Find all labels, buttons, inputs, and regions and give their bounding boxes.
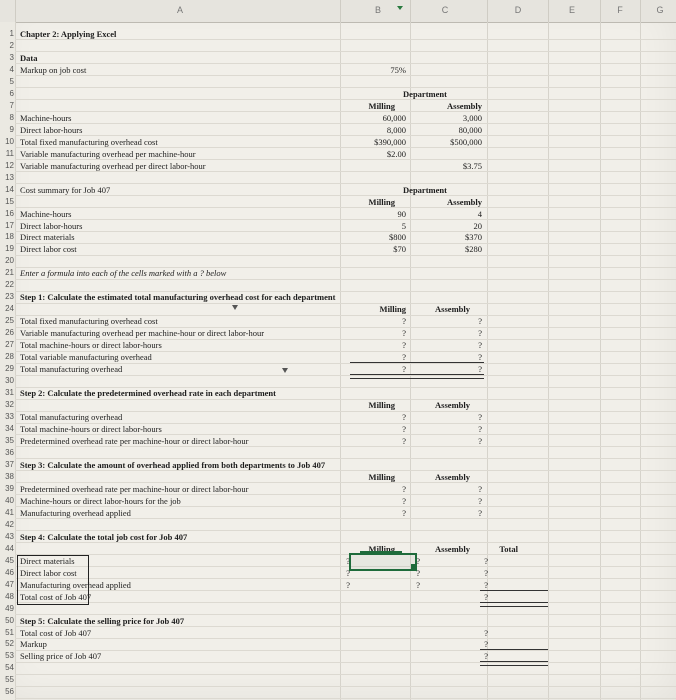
row-number[interactable]: 52: [5, 639, 14, 649]
row-number[interactable]: 35: [5, 435, 14, 445]
formula-placeholder[interactable]: ?: [478, 364, 482, 375]
formula-placeholder[interactable]: ?: [484, 579, 488, 590]
grid-row-line: [15, 75, 676, 76]
step1-row-label[interactable]: Total manufacturing overhead: [20, 364, 123, 375]
row-number[interactable]: 46: [5, 567, 14, 577]
job-row-label[interactable]: Direct materials: [20, 232, 75, 243]
data-milling-value[interactable]: $2.00: [386, 148, 406, 159]
selected-range-labels[interactable]: [17, 555, 92, 605]
column-header-c[interactable]: C: [441, 5, 449, 15]
data-assembly-value[interactable]: $3.75: [462, 160, 482, 171]
row-number[interactable]: 19: [5, 244, 14, 254]
milling-header[interactable]: Milling: [368, 196, 395, 207]
active-cell-selection[interactable]: [349, 553, 417, 571]
column-header-d[interactable]: D: [514, 5, 522, 15]
step5-row-label[interactable]: Total cost of Job 407: [20, 627, 92, 638]
row-number[interactable]: 11: [5, 148, 14, 158]
job-row-label[interactable]: Machine-hours: [20, 208, 72, 219]
formula-placeholder[interactable]: ?: [402, 316, 406, 327]
pointer-marker-icon: [282, 368, 288, 373]
column-header-separator: [340, 0, 341, 22]
row-number[interactable]: 24: [5, 304, 14, 314]
column-header-separator: [15, 0, 16, 22]
row-number[interactable]: 37: [5, 459, 14, 469]
row-number[interactable]: 31: [5, 388, 14, 398]
step1-row-label[interactable]: Total variable manufacturing overhead: [20, 352, 152, 363]
data-milling-value[interactable]: 60,000: [382, 112, 406, 123]
markup-label[interactable]: Markup on job cost: [20, 64, 87, 75]
formula-placeholder[interactable]: ?: [346, 579, 350, 590]
step5-row-label[interactable]: Markup: [20, 639, 47, 650]
row-number[interactable]: 25: [5, 316, 14, 326]
formula-placeholder[interactable]: ?: [478, 495, 482, 506]
grid-row-line: [15, 674, 676, 675]
assembly-header[interactable]: Assembly: [435, 471, 470, 482]
row-number[interactable]: 55: [5, 675, 14, 685]
step3-row-label[interactable]: Manufacturing overhead applied: [20, 507, 131, 518]
markup-value[interactable]: 75%: [390, 64, 406, 75]
fill-handle[interactable]: [411, 564, 416, 569]
row-number[interactable]: 27: [5, 340, 14, 350]
row-number[interactable]: 56: [5, 687, 14, 697]
grid-row-line: [15, 650, 676, 651]
assembly-header[interactable]: Assembly: [435, 543, 470, 554]
grid-row-line: [15, 662, 676, 663]
row-number[interactable]: 20: [5, 256, 14, 266]
column-header-separator: [487, 0, 488, 22]
row-number[interactable]: 5: [9, 76, 14, 86]
job-assembly-value[interactable]: 20: [473, 220, 482, 231]
data-row-label[interactable]: Machine-hours: [20, 112, 72, 123]
job-milling-value[interactable]: 90: [397, 208, 406, 219]
cell-border: [480, 661, 548, 666]
formula-placeholder[interactable]: ?: [402, 507, 406, 518]
assembly-header[interactable]: Assembly: [435, 304, 470, 315]
column-header-a[interactable]: A: [176, 5, 184, 15]
milling-header[interactable]: Milling: [368, 100, 395, 111]
row-number[interactable]: 2: [9, 40, 14, 50]
formula-placeholder[interactable]: ?: [478, 424, 482, 434]
column-header-separator: [410, 0, 411, 22]
row-number[interactable]: 51: [5, 627, 14, 637]
job-row-label[interactable]: Direct labor-hours: [20, 220, 83, 231]
grid-row-line: [15, 39, 676, 40]
row-number[interactable]: 17: [5, 220, 14, 230]
step3-title[interactable]: Step 3: Calculate the amount of overhead applied from both departments to Job 407: [20, 459, 326, 470]
milling-header[interactable]: Milling: [368, 543, 395, 554]
row-number[interactable]: 15: [5, 196, 14, 206]
mouse-cursor-icon: [232, 305, 238, 310]
formula-placeholder[interactable]: ?: [484, 591, 488, 602]
formula-placeholder[interactable]: ?: [402, 328, 406, 339]
formula-placeholder[interactable]: ?: [478, 435, 482, 446]
step1-row-label[interactable]: Variable manufacturing overhead per machine-hour or direct labor-hour: [20, 328, 265, 339]
row-number[interactable]: 45: [5, 555, 14, 565]
row-number[interactable]: 22: [5, 280, 14, 290]
formula-placeholder[interactable]: ?: [416, 567, 420, 578]
row-number[interactable]: 9: [9, 124, 14, 134]
formula-placeholder[interactable]: ?: [484, 639, 488, 650]
grid-row-line: [15, 626, 676, 627]
row-number[interactable]: 48: [5, 591, 14, 601]
job-milling-value[interactable]: $70: [393, 244, 406, 255]
sheet-title[interactable]: Chapter 2: Applying Excel: [20, 29, 117, 39]
row-number[interactable]: 7: [9, 100, 14, 110]
formula-placeholder[interactable]: ?: [484, 567, 488, 578]
step4-title[interactable]: Step 4: Calculate the total job cost for Job 407: [20, 531, 188, 542]
row-number[interactable]: 4: [9, 64, 14, 74]
row-number[interactable]: 41: [5, 507, 14, 517]
column-header-b[interactable]: B: [374, 5, 382, 15]
row-number[interactable]: 36: [5, 447, 14, 457]
row-number[interactable]: 16: [5, 208, 14, 218]
data-row-label[interactable]: Variable manufacturing overhead per direct labor-hour: [20, 160, 206, 171]
column-header-f[interactable]: F: [617, 5, 623, 15]
total-header[interactable]: Total: [499, 543, 518, 554]
row-number[interactable]: 28: [5, 352, 14, 362]
formula-placeholder[interactable]: ?: [402, 364, 406, 375]
grid-row-line: [15, 279, 676, 280]
row-number[interactable]: 21: [5, 268, 14, 278]
formula-placeholder[interactable]: ?: [402, 483, 406, 494]
row-number[interactable]: 44: [5, 543, 14, 553]
column-header-separator: [548, 0, 549, 22]
row-number[interactable]: 1: [9, 29, 14, 38]
cell-border: [480, 649, 548, 650]
data-row-label[interactable]: Variable manufacturing overhead per machine-hour: [20, 148, 196, 159]
grid-row-line: [15, 255, 676, 256]
row-number[interactable]: 29: [5, 364, 14, 374]
milling-header[interactable]: Milling: [379, 304, 406, 315]
milling-header[interactable]: Milling: [368, 471, 395, 482]
step5-row-label[interactable]: Selling price of Job 407: [20, 651, 102, 662]
step4-row-label[interactable]: Direct labor cost: [20, 567, 77, 578]
step4-row-label[interactable]: Total cost of Job 407: [20, 591, 92, 602]
formula-placeholder[interactable]: ?: [402, 424, 406, 434]
row-number[interactable]: 14: [5, 184, 14, 194]
grid-row-line: [15, 87, 676, 88]
formula-placeholder[interactable]: ?: [416, 579, 420, 590]
data-row-label[interactable]: Direct labor-hours: [20, 124, 83, 135]
row-number[interactable]: 10: [5, 136, 14, 146]
step1-row-label[interactable]: Total machine-hours or direct labor-hours: [20, 340, 162, 351]
grid-row-line: [15, 171, 676, 172]
department-header[interactable]: Department: [403, 184, 447, 195]
assembly-header[interactable]: Assembly: [435, 400, 470, 411]
data-assembly-value[interactable]: 3,000: [462, 112, 482, 123]
step3-row-label[interactable]: Predetermined overhead rate per machine-hour or direct labor-hour: [20, 483, 249, 494]
step2-title[interactable]: Step 2: Calculate the predetermined overhead rate in each department: [20, 388, 276, 399]
formula-placeholder[interactable]: ?: [402, 495, 406, 506]
column-header-e[interactable]: E: [568, 5, 576, 15]
column-header-separator: [640, 0, 641, 22]
formula-placeholder[interactable]: ?: [402, 412, 406, 423]
data-row-label[interactable]: Total fixed manufacturing overhead cost: [20, 136, 158, 147]
cell-border: [350, 374, 484, 379]
formula-placeholder[interactable]: ?: [484, 651, 488, 662]
grid-row-line: [15, 446, 676, 447]
row-number[interactable]: 32: [5, 400, 14, 410]
formula-placeholder[interactable]: ?: [484, 627, 488, 638]
row-number[interactable]: 54: [5, 663, 14, 673]
formula-placeholder[interactable]: ?: [402, 340, 406, 351]
selection-top-border: [360, 551, 402, 553]
grid-row-line: [15, 590, 676, 591]
grid-row-line: [15, 183, 676, 184]
job-assembly-value[interactable]: $280: [465, 244, 482, 255]
formula-placeholder[interactable]: ?: [402, 435, 406, 446]
assembly-header[interactable]: Assembly: [447, 196, 482, 207]
milling-header[interactable]: Milling: [368, 400, 395, 411]
formula-placeholder[interactable]: ?: [478, 316, 482, 327]
row-number[interactable]: 49: [5, 603, 14, 613]
row-number[interactable]: 6: [9, 88, 14, 98]
step1-row-label[interactable]: Total fixed manufacturing overhead cost: [20, 316, 158, 327]
cell-border: [350, 362, 484, 363]
step3-row-label[interactable]: Machine-hours or direct labor-hours for the job: [20, 495, 181, 506]
row-number[interactable]: 40: [5, 495, 14, 505]
row-number[interactable]: 30: [5, 376, 14, 386]
cell-border: [480, 602, 548, 607]
formula-placeholder[interactable]: ?: [478, 412, 482, 423]
grid-row-line: [15, 602, 676, 603]
instruction-text[interactable]: Enter a formula into each of the cells marked with a ? below: [20, 268, 227, 279]
row-number[interactable]: 43: [5, 531, 14, 541]
row-number[interactable]: 34: [5, 424, 14, 433]
data-assembly-value[interactable]: 80,000: [458, 124, 482, 135]
formula-placeholder[interactable]: ?: [484, 555, 488, 566]
grid-row-line: [15, 686, 676, 687]
step2-row-label[interactable]: Predetermined overhead rate per machine-hour or direct labor-hour: [20, 435, 249, 446]
formula-placeholder[interactable]: ?: [478, 507, 482, 518]
formula-placeholder[interactable]: ?: [478, 483, 482, 494]
row-number[interactable]: 12: [5, 160, 14, 170]
formula-placeholder[interactable]: ?: [478, 328, 482, 339]
data-milling-value[interactable]: 8,000: [386, 124, 406, 135]
grid-row-line: [15, 698, 676, 699]
row-number[interactable]: 33: [5, 412, 14, 422]
data-label[interactable]: Data: [20, 52, 38, 63]
column-header-separator: [600, 0, 601, 22]
row-number[interactable]: 39: [5, 483, 14, 493]
grid-row-line: [15, 51, 676, 52]
formula-placeholder[interactable]: ?: [416, 555, 420, 566]
step4-row-label[interactable]: Direct materials: [20, 555, 75, 566]
row-number[interactable]: 13: [5, 172, 14, 182]
row-number[interactable]: 47: [5, 579, 14, 589]
column-header-g[interactable]: G: [656, 5, 664, 15]
row-number[interactable]: 50: [5, 615, 14, 625]
formula-placeholder[interactable]: ?: [346, 567, 350, 578]
step1-title[interactable]: Step 1: Calculate the estimated total manufacturing overhead cost for each department: [20, 292, 336, 303]
cell-border: [480, 590, 548, 591]
job-milling-value[interactable]: $800: [389, 232, 406, 243]
step4-row-label[interactable]: Manufacturing overhead applied: [20, 579, 131, 590]
formula-placeholder[interactable]: ?: [402, 352, 406, 363]
row-number[interactable]: 38: [5, 471, 14, 481]
grid-row-line: [15, 375, 676, 376]
column-b-dropdown-icon[interactable]: [397, 6, 403, 10]
job-assembly-value[interactable]: $370: [465, 232, 482, 243]
assembly-header[interactable]: Assembly: [447, 100, 482, 111]
formula-placeholder[interactable]: ?: [478, 340, 482, 351]
grid-row-line: [15, 638, 676, 639]
step2-row-label[interactable]: Total machine-hours or direct labor-hours: [20, 424, 162, 434]
row-number[interactable]: 8: [9, 112, 14, 122]
cost-summary-label[interactable]: Cost summary for Job 407: [20, 184, 111, 195]
row-number[interactable]: 26: [5, 328, 14, 338]
step2-row-label[interactable]: Total manufacturing overhead: [20, 412, 123, 423]
job-assembly-value[interactable]: 4: [477, 208, 482, 219]
job-milling-value[interactable]: 5: [401, 220, 406, 231]
formula-placeholder[interactable]: ?: [478, 352, 482, 363]
grid-row-line: [15, 518, 676, 519]
row-number[interactable]: 42: [5, 519, 14, 529]
row-number[interactable]: 23: [5, 292, 14, 302]
row-number[interactable]: 53: [5, 651, 14, 661]
formula-placeholder[interactable]: ?: [346, 555, 350, 566]
department-header[interactable]: Department: [403, 88, 447, 99]
job-row-label[interactable]: Direct labor cost: [20, 244, 77, 255]
step5-title[interactable]: Step 5: Calculate the selling price for Job 407: [20, 615, 185, 626]
data-assembly-value[interactable]: $500,000: [450, 136, 482, 147]
data-milling-value[interactable]: $390,000: [374, 136, 406, 147]
row-number[interactable]: 3: [9, 52, 14, 62]
row-number[interactable]: 18: [5, 232, 14, 242]
